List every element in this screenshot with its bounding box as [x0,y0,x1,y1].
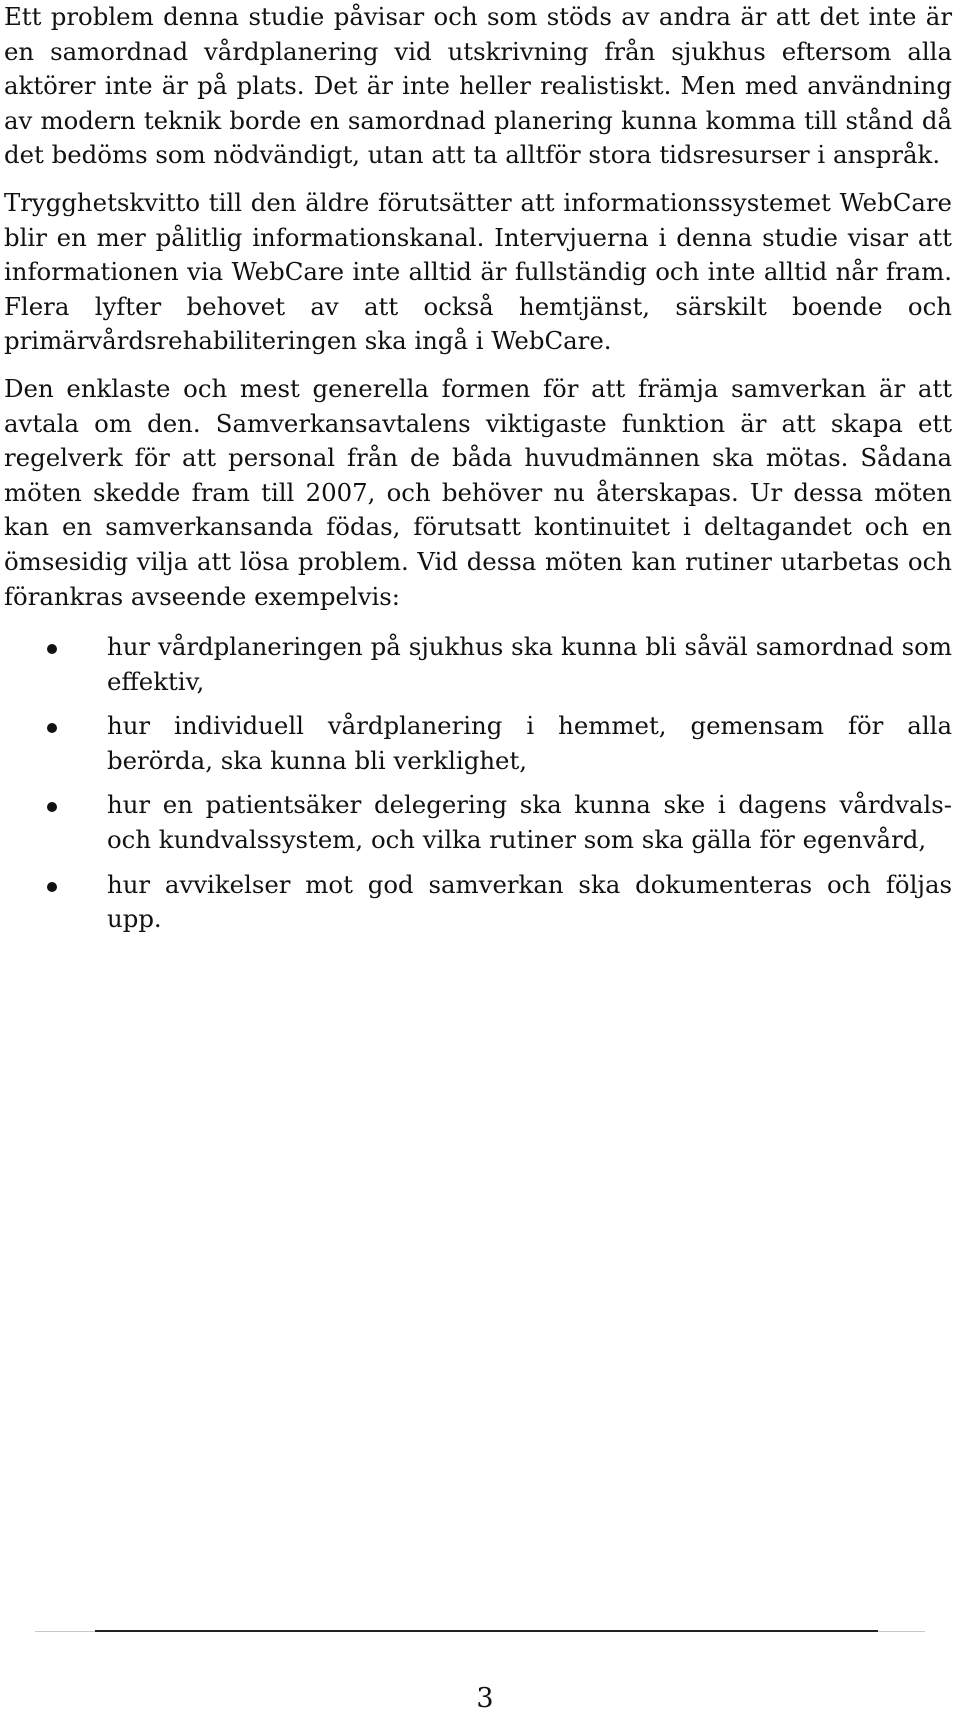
paragraph: Trygghetskvitto till den äldre förutsätter att informationssystemet WebCare blir en mer pålitlig informationskanal. Intervjuerna i denna studie visar att informationen via WebCare inte alltid är fullständig och inte alltid når fram. Flera lyfter behovet av att också hemtjänst, särskilt boende och primärvårdsrehabiliteringen ska ingå i WebCare. [4,187,952,356]
bullet-icon [47,644,57,654]
bullet-icon [47,723,57,733]
list-item-text: hur vårdplaneringen på sjukhus ska kunna bli såväl samordnad som effektiv, [107,632,952,696]
list-item [4,868,952,937]
paragraph: Ett problem denna studie påvisar och som stöds av andra är att det inte är en samordnad vårdplanering vid utskrivning från sjukhus eftersom alla aktörer inte är på plats. Det är inte heller realistiskt. Men med användning av modern teknik borde en samordnad planering kunna komma till stånd då det bedöms som nödvändigt, utan att ta alltför stora tidsresurser i anspråk. [4,2,952,170]
list-item [4,630,952,699]
bullet-list [4,630,952,937]
paragraph: Den enklaste och mest generella formen för att främja samverkan är att avtala om den. Samverkansavtalens viktigaste funktion är att skapa ett regelverk för att personal från de båda huvudmännen ska mötas. Sådana möten skedde fram till 2007, och behöver nu återskapas. Ur dessa möten kan en samverkansanda födas, förutsatt kontinuitet i deltagandet och en ömsesidig vilja att lösa problem. Vid dessa möten kan rutiner utarbetas och förankras avseende exempelvis: [4,373,952,611]
page-number: 3 [476,1683,494,1714]
list-item [4,709,952,778]
document-body [4,0,952,947]
bullet-icon [47,882,57,892]
list-item [4,788,952,857]
list-item-text: hur en patientsäker delegering ska kunna ske i dagens vårdvals- och kundvalssystem, och vilka rutiner som ska gälla för egenvård, [107,790,952,855]
list-item-text: hur avvikelser mot god samverkan ska dokumenteras och följas upp. [107,869,952,934]
list-item-text: hur individuell vårdplanering i hemmet, gemensam för alla berörda, ska kunna bli verklighet, [107,711,952,775]
bullet-icon [47,802,57,812]
footer-divider-strong [95,1630,878,1632]
